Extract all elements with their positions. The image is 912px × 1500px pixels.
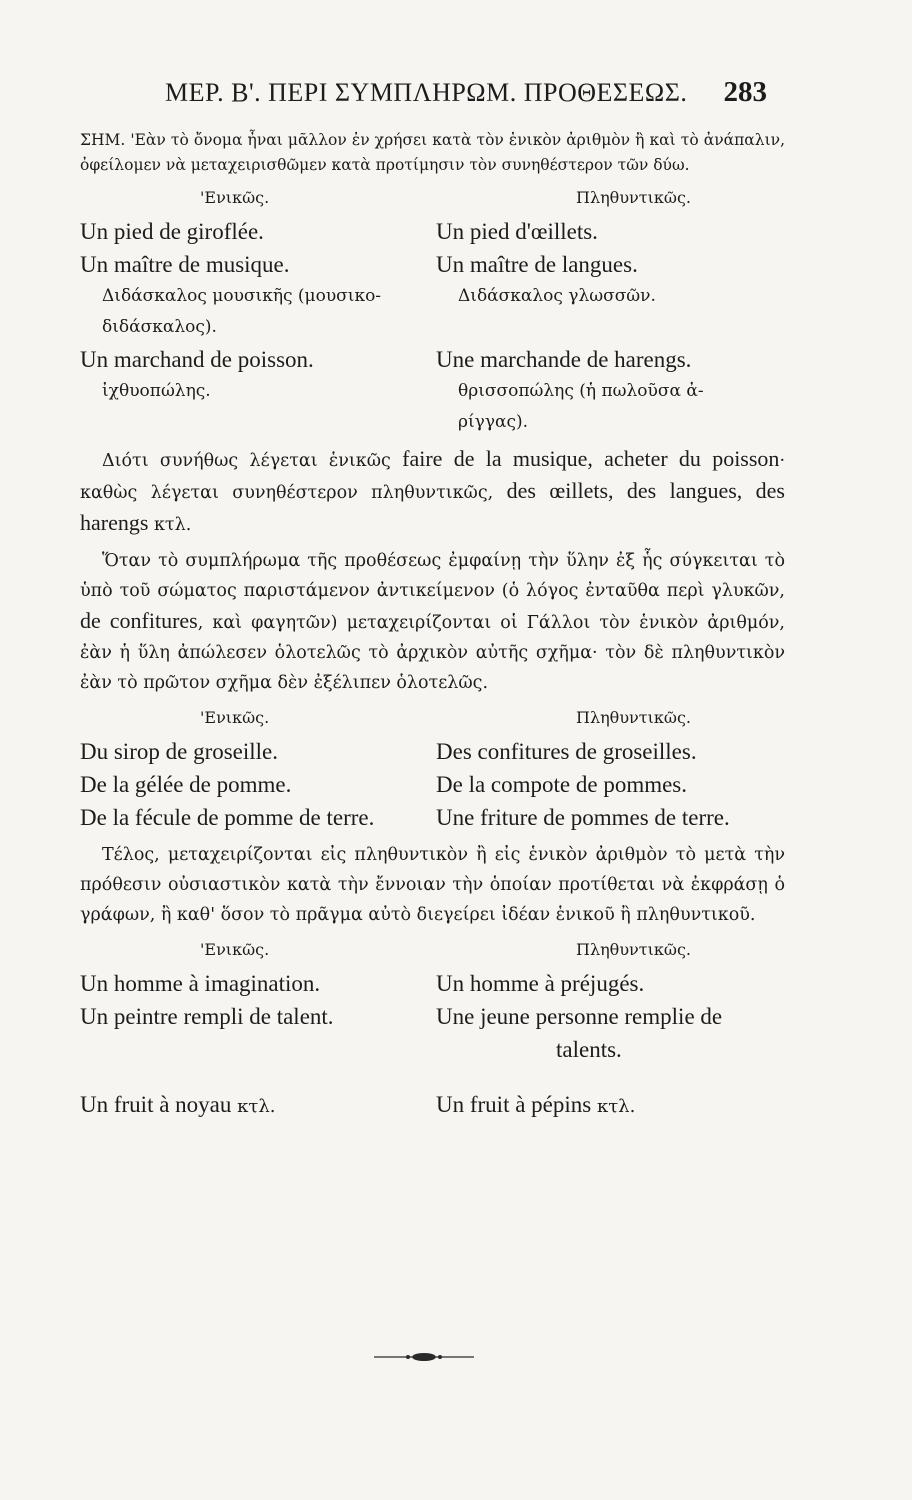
plural-heading: Πληθυντικῶς. (576, 940, 691, 959)
singular-example: Un pied de giroflée. (80, 219, 264, 244)
plural-translation-continued: ρίγγας). (458, 412, 529, 432)
table-row (80, 407, 785, 438)
singular-translation: Διδάσκαλος μουσικῆς (μουσικο- (102, 286, 382, 306)
table-row (80, 343, 785, 376)
table-row (80, 1088, 785, 1123)
example-table-2 (80, 735, 785, 834)
paragraph-1 (80, 444, 785, 540)
page-body (80, 128, 785, 1123)
running-title: ΜΕΡ. Β'. ΠΕΡΙ ΣΥΜΠΛΗΡΩΜ. ΠΡΟΘΕΣΕΩΣ. (165, 78, 688, 107)
plural-example: Un maître de langues. (436, 252, 638, 277)
singular-translation-continued: διδάσκαλος). (102, 317, 217, 337)
plural-heading: Πληθυντικῶς. (576, 188, 691, 207)
plural-example: Une marchande de harengs. (436, 347, 692, 372)
french-phrase: des œillets, des langues, des harengs (80, 478, 785, 535)
table-row (80, 281, 785, 312)
table-row (80, 215, 785, 248)
plural-example: De la compote de pommes. (436, 772, 688, 797)
ornament-divider-icon (374, 1350, 474, 1364)
column-headings (80, 188, 785, 207)
singular-example: Du sirop de groseille. (80, 739, 279, 764)
plural-heading: Πληθυντικῶς. (576, 708, 691, 727)
plural-example: Un homme à préjugés. (436, 971, 645, 996)
plural-example: Un pied d'œillets. (436, 219, 598, 244)
page-header (165, 76, 767, 109)
singular-example: Un peintre rempli de talent. (80, 1004, 334, 1029)
plural-translation: Διδάσκαλος γλωσσῶν. (458, 286, 656, 306)
singular-example: Un maître de musique. (80, 252, 290, 277)
singular-heading: 'Ενικῶς. (200, 708, 270, 727)
greek-abbreviation: κτλ. (596, 1096, 636, 1117)
table-row (80, 801, 785, 834)
singular-translation: ἰχθυοπώλης. (102, 381, 211, 401)
french-phrase: de confitures (80, 608, 198, 633)
column-headings (80, 940, 785, 959)
plural-example (436, 1088, 785, 1123)
singular-example: De la fécule de pomme de terre. (80, 805, 375, 830)
table-row (80, 248, 785, 281)
note-paragraph: ΣΗΜ. 'Εὰν τὸ ὄνομα ἦναι μᾶλλον ἐν χρήσει κατὰ τὸν ἑνικὸν ἀριθμὸν ἢ καὶ τὸ ἀνάπαλιν, ὀφείλομεν νὰ μεταχειρισθῶμεν κατὰ προτίμησιν τὸν συνηθέστερον τῶν δύω. (80, 131, 785, 174)
page-number: 283 (723, 76, 767, 108)
greek-text: Διότι συνήθως λέγεται ἑνικῶς (102, 451, 403, 471)
french-phrase: faire de la musique, acheter du poisson (402, 446, 780, 471)
example-table-3 (80, 967, 785, 1123)
plural-example: Une friture de pommes de terre. (436, 805, 730, 830)
french-phrase: Un fruit à noyau (80, 1092, 238, 1117)
singular-example: Un marchand de poisson. (80, 347, 314, 372)
greek-abbreviation: κτλ. (237, 1096, 276, 1117)
singular-heading: 'Ενικῶς. (200, 188, 270, 207)
column-headings (80, 708, 785, 727)
table-row (80, 1033, 785, 1066)
greek-text: Ὅταν τὸ συμπλήρωμα τῆς προθέσεως ἐμφαίνῃ τὴν ὕλην ἐξ ἧς σύγκειται τὸ ὑπὸ τοῦ σώματος παριστάμενον ἀντικείμενον (ὁ λόγος ἐνταῦθα περὶ γλυκῶν, (80, 551, 785, 601)
singular-heading: 'Ενικῶς. (200, 940, 270, 959)
plural-example: Une jeune personne remplie de (436, 1004, 723, 1029)
table-row (80, 768, 785, 801)
example-table-1 (80, 215, 785, 438)
greek-text: κτλ. (148, 515, 192, 535)
plural-example-continued: talents. (556, 1037, 622, 1062)
paragraph-3: Τέλος, μεταχειρίζονται εἰς πληθυντικὸν ἢ εἰς ἑνικὸν ἀριθμὸν τὸ μετὰ τὴν πρόθεσιν οὐσιαστικὸν κατὰ τὴν ἔννοιαν τὴν ὁποίαν προτίθεται νὰ ἐκφράσῃ ὁ γράφων, ἢ καθ' ὅσον τὸ πρᾶγμα αὐτὸ διεγείρει ἰδέαν ἑνικοῦ ἢ πληθυντικοῦ. (80, 845, 785, 925)
table-row (80, 1000, 785, 1033)
table-row (80, 312, 785, 343)
plural-translation: θρισσοπώλης (ἡ πωλοῦσα ἀ- (458, 381, 704, 401)
singular-example (80, 1088, 436, 1123)
greek-text: , καὶ φαγητῶν) μεταχειρίζονται οἱ Γάλλοι τὸν ἑνικὸν ἀριθμόν, ἐὰν ἡ ὕλη ἀπώλεσεν ὁλοτελῶς τὸ ἀρχικὸν αὐτῆς σχῆμα· τὸν δὲ πληθυντικὸν ἐὰν τὸ πρῶτον σχῆμα δὲν ἐξέλιπεν ὁλοτελῶς. (80, 613, 785, 693)
greek-text: · καθὼς λέγεται συνηθέστερον πληθυντικῶς, (80, 451, 786, 503)
singular-example: De la gélée de pomme. (80, 772, 292, 797)
singular-example: Un homme à imagination. (80, 971, 321, 996)
french-phrase: Un fruit à pépins (436, 1092, 597, 1117)
table-row (80, 376, 785, 407)
table-row (80, 735, 785, 768)
table-row (80, 967, 785, 1000)
plural-example: Des confitures de groseilles. (436, 739, 697, 764)
paragraph-2 (80, 546, 785, 698)
